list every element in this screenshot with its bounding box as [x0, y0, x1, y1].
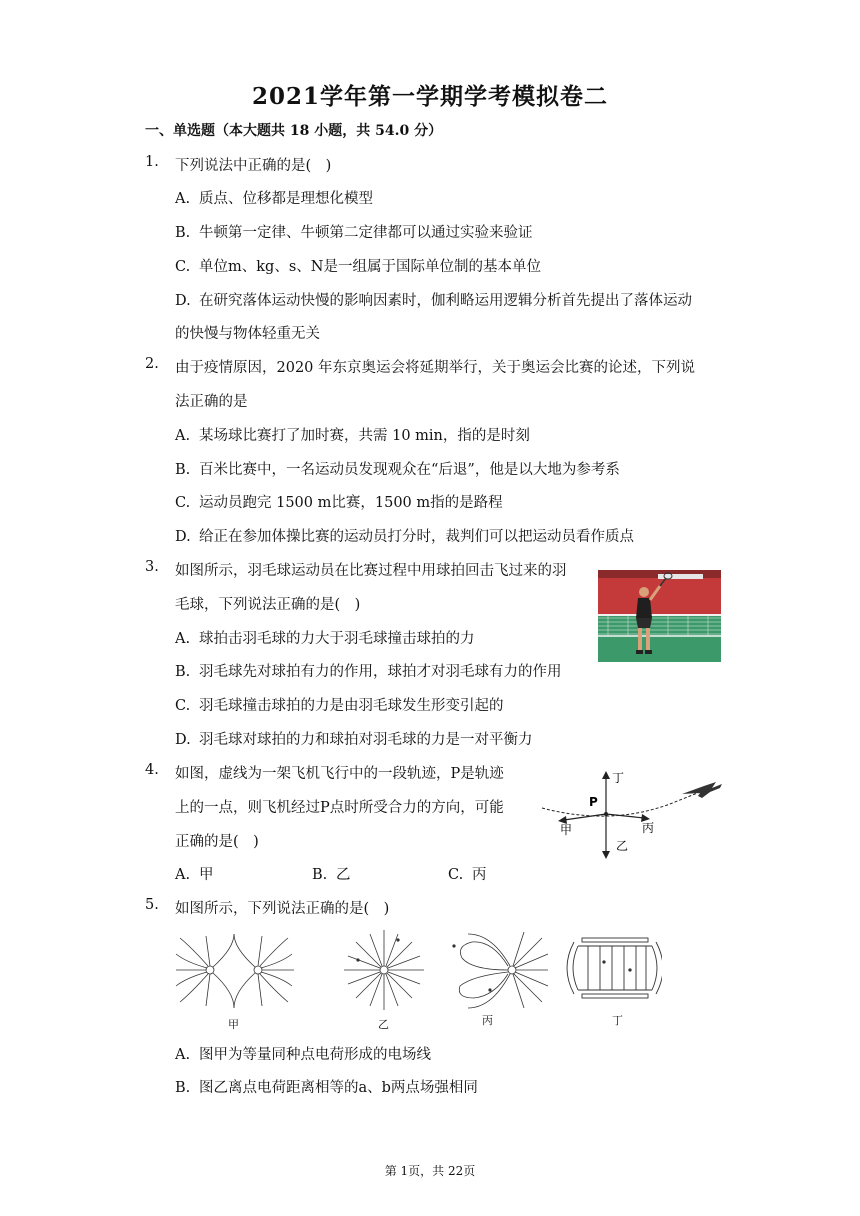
- label-right: 丙: [642, 821, 655, 835]
- page-title: 2021学年第一学期学考模拟卷二: [251, 83, 608, 110]
- question-stem: 下列说法中正确的是( ): [175, 158, 332, 174]
- badminton-player-image: [598, 570, 721, 662]
- option-b: B. 牛顿第一定律、牛顿第二定律都可以通过实验来验证: [175, 225, 533, 241]
- question-stem: 如图所示，下列说法正确的是( ): [175, 901, 390, 917]
- question-number: 3.: [145, 559, 159, 575]
- label-up: 丁: [612, 771, 625, 785]
- question-stem-line-2: 毛球，下列说法正确的是( ): [175, 597, 361, 613]
- airplane-icon: [682, 782, 722, 798]
- question-number: 1.: [145, 154, 159, 170]
- option-a: A. 甲: [175, 867, 214, 883]
- trajectory-force-diagram: [540, 768, 730, 864]
- option-b: B. 乙: [312, 867, 351, 883]
- question-stem-line-1: 如图所示，羽毛球运动员在比赛过程中用球拍回击飞过来的羽: [175, 563, 567, 579]
- question-number: 2.: [145, 356, 159, 372]
- label-left: 甲: [560, 823, 573, 837]
- section-heading: 一、单选题（本大题共 18 小题，共 54.0 分）: [145, 123, 443, 139]
- option-d-continuation: 的快慢与物体轻重无关: [175, 326, 320, 342]
- question-stem-line-1: 如图，虚线为一架飞机飞行中的一段轨迹，P是轨迹: [175, 766, 504, 782]
- option-c: C. 丙: [448, 867, 487, 883]
- option-d: D. 羽毛球对球拍的力和球拍对羽毛球的力是一对平衡力: [175, 732, 533, 748]
- option-b: B. 图乙离点电荷距离相等的a、b两点场强相同: [175, 1080, 478, 1096]
- field-figure-bing: [453, 932, 548, 1008]
- question-stem-line-2: 上的一点，则飞机经过P点时所受合力的方向，可能: [175, 800, 504, 816]
- option-c: C. 羽毛球撞击球拍的力是由羽毛球发生形变引起的: [175, 698, 504, 714]
- question-number: 4.: [145, 762, 159, 778]
- caption-yi: 乙: [378, 1018, 389, 1031]
- option-a: A. 某场球比赛打了加时赛，共需 10 min，指的是时刻: [175, 428, 530, 444]
- field-figure-ding: [567, 938, 662, 998]
- page-footer: 第 1页，共 22页: [384, 1164, 476, 1178]
- option-c: C. 单位m、kg、s、N是一组属于国际单位制的基本单位: [175, 259, 541, 275]
- option-a: A. 球拍击羽毛球的力大于羽毛球撞击球拍的力: [175, 631, 475, 647]
- question-stem-line-1: 由于疫情原因，2020 年东京奥运会将延期举行，关于奥运会比赛的论述，下列说: [175, 360, 696, 376]
- option-c: C. 运动员跑完 1500 m比赛，1500 m指的是路程: [175, 495, 503, 511]
- question-stem-line-2: 法正确的是: [175, 394, 248, 410]
- field-figure-yi: [344, 930, 424, 1010]
- arrow-left: [564, 814, 606, 820]
- trajectory-path: [542, 788, 710, 816]
- option-a: A. 质点、位移都是理想化模型: [175, 191, 373, 207]
- field-figure-jia: [176, 934, 294, 1008]
- option-a: A. 图甲为等量同种点电荷形成的电场线: [175, 1047, 431, 1063]
- electric-field-figures: [172, 928, 662, 1038]
- option-d: D. 给正在参加体操比赛的运动员打分时，裁判们可以把运动员看作质点: [175, 529, 634, 545]
- option-b: B. 羽毛球先对球拍有力的作用，球拍才对羽毛球有力的作用: [175, 664, 562, 680]
- option-d: D. 在研究落体运动快慢的影响因素时，伽利略运用逻辑分析首先提出了落体运动: [175, 293, 692, 309]
- option-b: B. 百米比赛中，一名运动员发现观众在“后退”，他是以大地为参考系: [175, 462, 620, 478]
- question-stem-line-3: 正确的是( ): [175, 834, 259, 850]
- caption-bing: 丙: [482, 1014, 493, 1027]
- caption-jia: 甲: [228, 1018, 239, 1031]
- question-number: 5.: [145, 897, 159, 913]
- label-down: 乙: [616, 839, 629, 853]
- caption-ding: 丁: [612, 1014, 623, 1027]
- point-p-label: P: [589, 795, 598, 809]
